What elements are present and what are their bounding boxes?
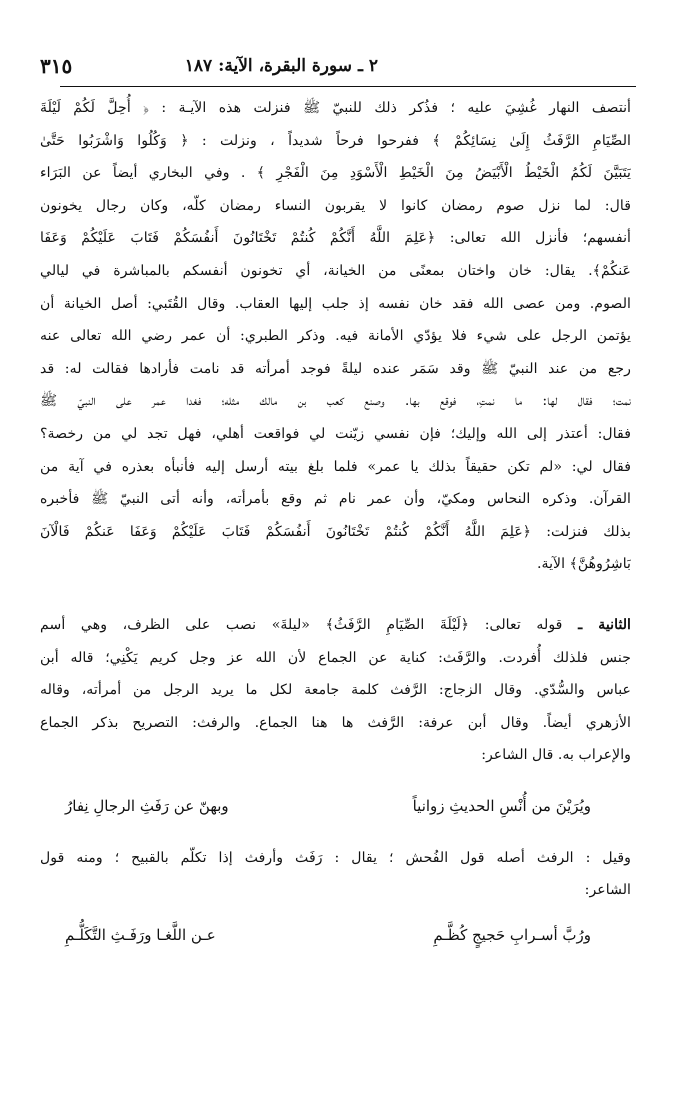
verse-second-hemistich: عـن اللَّغـا ورَفَـثِ التَّكَلُّـمِ (65, 926, 216, 945)
text-line: وقيل : الرفث أصله قول الفُحش ؛ يقال : رَفَث وأرفث إذا تكلّم بالقبيح ؛ ومنه قول (40, 849, 631, 866)
page-number: ٣١٥ (40, 54, 73, 78)
main-text (40, 92, 631, 955)
text-line: قال: لما نزل صوم رمضان كانوا لا يقربون النساء رمضان كلّه، وكان رجال يخونون (40, 197, 631, 214)
section-two-first-line (40, 609, 631, 642)
text-line: يؤتمن الرجل على شيء فلا يؤدّي الأمانة فيه. وذكر الطبري: أن عمر رضي الله تعالى عنه (40, 328, 631, 345)
verse-first-hemistich: ويُرَيْنَ من أُنْسِ الحديثِ زوانياً (412, 796, 591, 815)
header-divider (60, 86, 636, 87)
page-header (40, 52, 628, 82)
text-line: الأزهري أيضاً. وقال أبن عرفة: الرَّفث ها هنا الجماع. والرفث: التصريح بذكر الجماع (40, 714, 631, 731)
text-line: يَتَبَيَّنَ لَكُمُ الْخَيْطُ الْأَبْيَضُ مِنَ الْخَيْطِ الْأَسْوَدِ مِنَ الْفَجْرِ ﴾ . وفي البخاري أيضاً عن البَرَاء (40, 165, 631, 182)
text-line: بَاشِرُوهُنَّ﴾ الآية. (536, 556, 631, 573)
text-line: بذلك فنزلت: ﴿عَلِمَ اللَّهُ أَنَّكُمْ كُنتُمْ تَخْتَانُونَ أَنفُسَكُمْ فَتَابَ عَلَيْكُمْ وَعَفَا عَنكُمْ فَالْآنَ (40, 523, 631, 540)
running-title: ٢ ـ سورة البقرة، الآية: ١٨٧ (184, 56, 378, 76)
section-two-line-text: قوله تعالى: ﴿لَيْلَةَ الصِّيَامِ الرَّفَثُ﴾ «ليلةَ» نصب على الظرف، وهي أسم (40, 616, 563, 633)
verse-first-hemistich: ورُبَّ أسـرابِ حَجيجٍ كُظَّـمِ (433, 926, 591, 945)
verse-second-hemistich: وبهنّ عن رَفَثِ الرجالِ نِفارُ (65, 796, 229, 815)
text-line: أنفسهم؛ فأنزل الله تعالى: ﴿عَلِمَ اللَّهُ أَنَّكُمْ كُنتُمْ تَخْتَانُونَ أَنفُسَكُمْ فَتَابَ عَلَيْكُمْ وَعَفَا (40, 230, 631, 247)
poem-verse (40, 915, 631, 955)
text-line: نمت؛ فقال لها: ما نمتِ، فوقع بها. وصنع كعب بن مالك مثله؛ فغدا عمر على النبيّ ﷺ (40, 393, 631, 410)
poem-verse (40, 786, 631, 826)
text-line: عباس والسُّدّي. وقال الزجاج: الرَّفث كلمة جامعة لكل ما يريد الرجل من أمرأته، وقاله (40, 682, 631, 699)
text-line: القرآن. وذكره النحاس ومكيّ، وأن عمر نام ثم وقع بأمرأته، وأنه أتى النبيّ ﷺ فأخبره (40, 491, 631, 508)
text-line: الصِّيَامِ الرَّفَثُ إِلَىٰ نِسَائِكُمْ ﴾ ففرحوا فرحاً شديداً ، ونزلت : ﴿ وَكُلُوا وَاشْرَبُوا حَتَّىٰ (40, 132, 631, 149)
paragraph-gap (40, 907, 631, 915)
paragraph-gap (40, 826, 631, 842)
text-line: الصوم. ومن عصى الله فقد خان نفسه إذ جلب إليها العقاب. وقال القُتَبي: أصل الخيانة أن (40, 295, 631, 312)
section-lead: الثانية ـ (578, 616, 631, 633)
paragraph-gap (40, 772, 631, 786)
text-line: عَنكُمْ﴾. يقال: خان واختان بمعنًى من الخيانة، أي تخونون أنفسكم بالمباشرة في ليالي (40, 262, 631, 279)
text-line: فقال لي: «لم تكن حقيقاً بذلك يا عمر» فلما بلغ بيته أرسل إليه فأنبأه بعذره في آية من (40, 458, 631, 475)
text-line: الشاعر: (584, 882, 631, 899)
text-line: فقال: أعتذر إلى الله وإليك؛ فإن نفسي زيّنت لي فواقعت أهلي، فهل تجد لي من رخصة؟ (40, 425, 631, 442)
text-line: جنس فلذلك أُفردت. والرَّفَث: كناية عن الجماع لأن الله عز وجل كريم يَكْنِي؛ قاله أبن (40, 649, 631, 666)
text-line: والإعراب به. قال الشاعر: (481, 747, 631, 764)
paragraph-gap (40, 581, 631, 609)
text-line: أنتصف النهار غُشِيَ عليه ؛ فذُكر ذلك للنبيّ ﷺ فنزلت هذه الآيـة : ﴿ أُحِلَّ لَكُمْ لَيْلَةَ (40, 100, 631, 116)
text-line: رجع من عند النبيّ ﷺ وقد سَمَر عنده ليلةً فوجد أمرأته قد نامت فأرادها فقالت له: قد (40, 360, 631, 377)
